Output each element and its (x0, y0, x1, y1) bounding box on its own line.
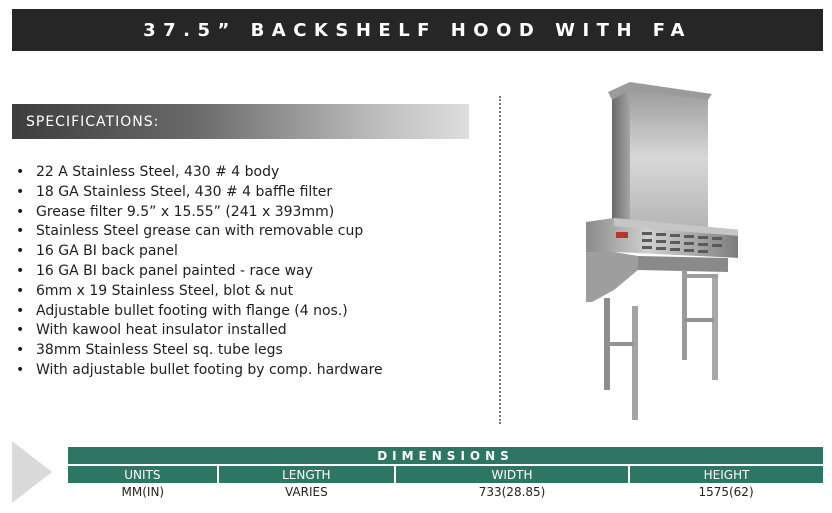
column-header-width: WIDTH (395, 465, 629, 483)
dotted-divider (499, 96, 501, 424)
bullet-icon: • (16, 342, 25, 359)
title-bar (12, 9, 823, 51)
cell-units: MM(IN) (121, 485, 165, 499)
dimensions-title: DIMENSIONS (68, 447, 823, 465)
spec-item: • With kawool heat insulator installed (14, 321, 383, 341)
bullet-icon: • (16, 164, 25, 180)
bullet-icon: • (16, 183, 25, 200)
spec-item: • 22 A Stainless Steel, 430 # 4 body (14, 163, 383, 183)
spec-item: • 38mm Stainless Steel sq. tube legs (14, 341, 383, 361)
spec-item: • Adjustable bullet footing with flange (4 nos.) (14, 302, 383, 322)
spec-item: • Stainless Steel grease can with removable cup (14, 222, 383, 242)
bullet-icon: • (16, 361, 25, 378)
play-arrow-icon (12, 441, 52, 503)
specifications-header (12, 104, 469, 139)
column-header-length: LENGTH (218, 465, 395, 483)
spec-item: • With adjustable bullet footing by comp. hardware (14, 361, 383, 381)
spec-item: • 16 GA BI back panel painted - race way (14, 262, 383, 282)
spec-item: • Grease filter 9.5” x 15.55” (241 x 393mm) (14, 203, 383, 223)
bullet-icon: • (16, 223, 25, 240)
dimensions-table (68, 447, 823, 501)
column-header-height: HEIGHT (629, 465, 823, 483)
table-row (68, 483, 823, 501)
cell-height: 1575(62) (698, 485, 754, 499)
bullet-icon: • (16, 243, 25, 260)
bullet-icon: • (16, 282, 25, 299)
spec-item: • 6mm x 19 Stainless Steel, blot & nut (14, 282, 383, 302)
spec-item: • 18 GA Stainless Steel, 430 # 4 baffle filter (14, 183, 383, 203)
column-header-units: UNITS (68, 465, 218, 483)
bullet-icon: • (16, 203, 25, 220)
cell-width: 733(28.85) (478, 485, 546, 499)
bullet-icon: • (16, 302, 25, 319)
spec-item: • 16 GA BI back panel (14, 242, 383, 262)
specifications-list (14, 163, 383, 381)
cell-length: VARIES (284, 485, 328, 499)
page-title: 37.5” BACKSHELF HOOD WITH FA (143, 19, 692, 41)
dimensions-header-row (68, 465, 823, 483)
specifications-title: SPECIFICATIONS: (26, 113, 160, 130)
hood-product-image (578, 80, 738, 425)
bullet-icon: • (16, 262, 25, 279)
bullet-icon: • (16, 322, 25, 339)
